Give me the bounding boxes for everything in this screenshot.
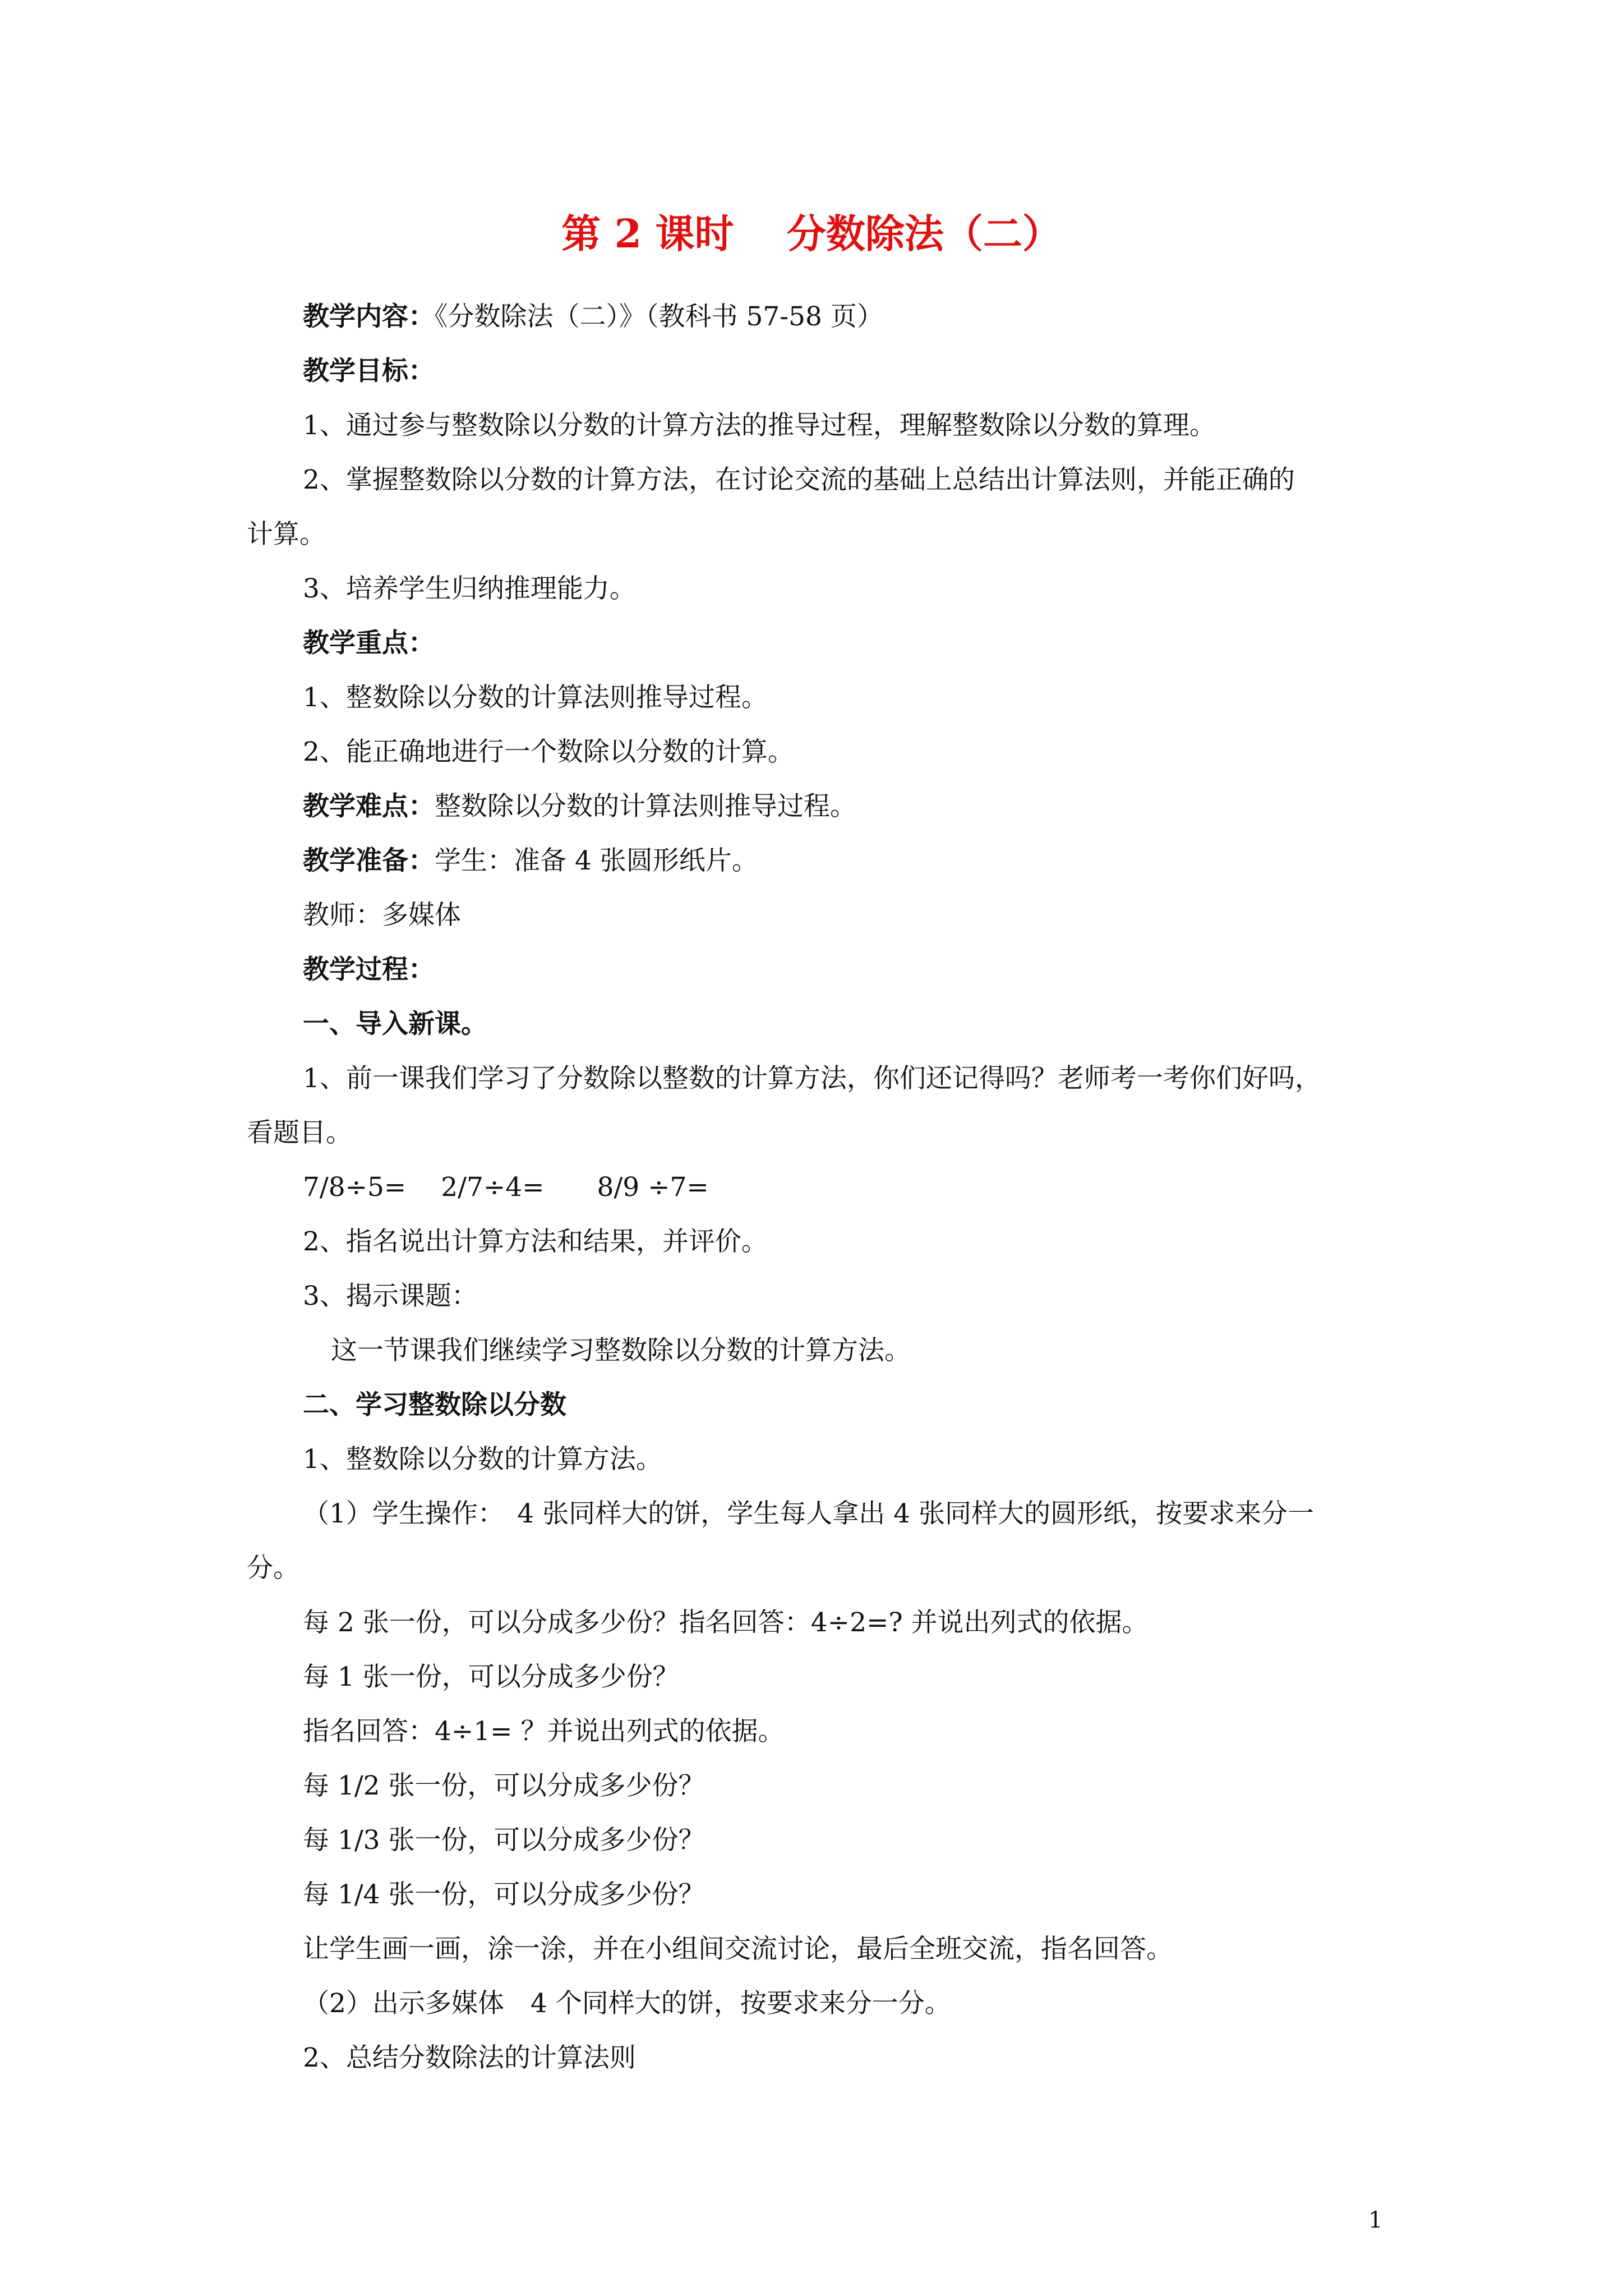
question-per-2: 每 2 张一份，可以分成多少份？指名回答：4÷2=? 并说出列式的依据。 bbox=[303, 1607, 1149, 1638]
student-activity: （1）学生操作： 4 张同样大的饼，学生每人拿出 4 张同样大的圆形纸，按要求来分一 bbox=[303, 1498, 1315, 1529]
question-per-1: 每 1 张一份，可以分成多少份？ bbox=[303, 1662, 679, 1692]
question-per-third: 每 1/3 张一份，可以分成多少份？ bbox=[303, 1825, 705, 1856]
teaching-goals-heading: 教学目标： bbox=[303, 356, 435, 386]
key-point-1: 1、整数除以分数的计算法则推导过程。 bbox=[303, 682, 768, 713]
page-number: 1 bbox=[1368, 2207, 1383, 2233]
teaching-process-heading: 教学过程： bbox=[303, 954, 435, 985]
goal-item-3: 3、培养学生归纳推理能力。 bbox=[303, 573, 636, 604]
multimedia-activity: （2）出示多媒体 4 个同样大的饼，按要求来分一分。 bbox=[303, 1988, 951, 2019]
student-activity-continued: 分。 bbox=[247, 1553, 299, 1584]
step-1-3: 3、揭示课题： bbox=[303, 1281, 478, 1312]
step-1-1-continued: 看题目。 bbox=[247, 1117, 352, 1148]
review-exercises: 7/8÷5= 2/7÷4= 8/9 ÷7= bbox=[303, 1172, 709, 1203]
step-1-1: 1、前一课我们学习了分数除以整数的计算方法，你们还记得吗？老师考一考你们好吗， bbox=[303, 1063, 1321, 1094]
preparation-text: 学生：准备 4 张圆形纸片。 bbox=[435, 845, 758, 876]
topic-intro: 这一节课我们继续学习整数除以分数的计算方法。 bbox=[331, 1335, 911, 1366]
question-per-quarter: 每 1/4 张一份，可以分成多少份？ bbox=[303, 1879, 705, 1910]
preparation-label: 教学准备： bbox=[303, 845, 435, 876]
teacher-preparation: 教师：多媒体 bbox=[303, 900, 461, 931]
key-point-2: 2、能正确地进行一个数除以分数的计算。 bbox=[303, 737, 794, 767]
step-2-2: 2、总结分数除法的计算法则 bbox=[303, 2042, 636, 2073]
teaching-content-line bbox=[303, 303, 883, 330]
teaching-content-text: 《分数除法（二）》（教科书 57-58 页） bbox=[435, 301, 883, 332]
teaching-content-label: 教学内容： bbox=[303, 301, 435, 332]
goal-item-1: 1、通过参与整数除以分数的计算方法的推导过程，理解整数除以分数的算理。 bbox=[303, 410, 1216, 441]
difficulty-line bbox=[303, 793, 856, 820]
page-title: 第 2 课时 分数除法（二） bbox=[561, 210, 1062, 257]
answer-per-1: 指名回答：4÷1= ？并说出列式的依据。 bbox=[303, 1716, 785, 1747]
step-2-1: 1、整数除以分数的计算方法。 bbox=[303, 1444, 662, 1475]
section-1-heading: 一、导入新课。 bbox=[303, 1009, 487, 1039]
difficulty-label: 教学难点： bbox=[303, 791, 435, 822]
group-discussion: 让学生画一画，涂一涂，并在小组间交流讨论，最后全班交流，指名回答。 bbox=[303, 1934, 1173, 1964]
question-per-half: 每 1/2 张一份，可以分成多少份？ bbox=[303, 1770, 705, 1801]
step-1-2: 2、指名说出计算方法和结果，并评价。 bbox=[303, 1226, 768, 1257]
section-2-heading: 二、学习整数除以分数 bbox=[303, 1389, 566, 1420]
preparation-line bbox=[303, 845, 758, 876]
difficulty-text: 整数除以分数的计算法则推导过程。 bbox=[435, 791, 856, 822]
goal-item-2-continued: 计算。 bbox=[247, 519, 326, 550]
key-points-heading: 教学重点： bbox=[303, 628, 435, 659]
goal-item-2: 2、掌握整数除以分数的计算方法，在讨论交流的基础上总结出计算法则，并能正确的 bbox=[303, 464, 1295, 495]
